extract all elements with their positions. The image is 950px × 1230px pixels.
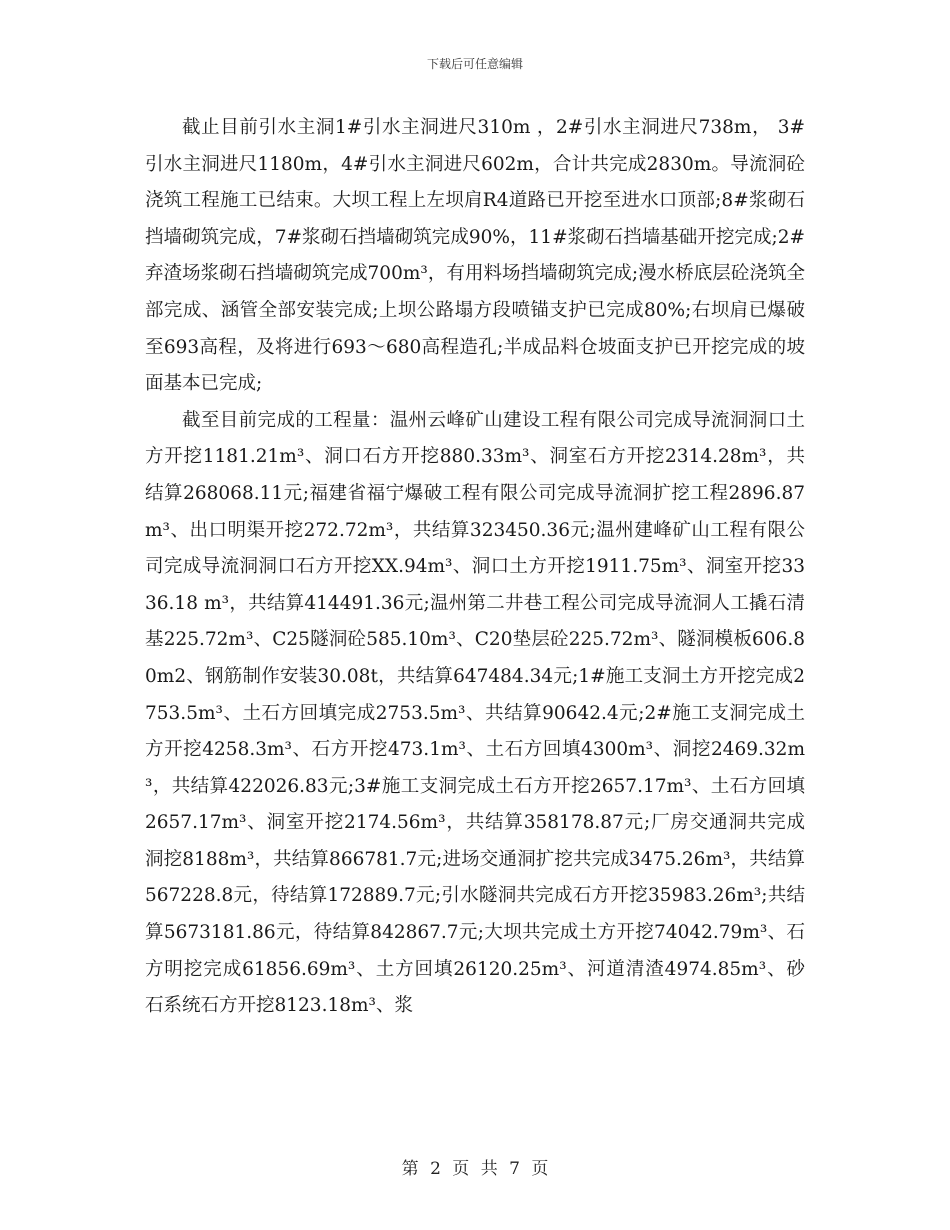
page-header: 下载后可任意编辑 xyxy=(426,57,523,71)
document-body xyxy=(145,110,805,1025)
paragraph-progress-summary: 截止目前引水主洞1#引水主洞进尺310m ，2#引水主洞进尺738m， 3#引水主洞进尺1180m，4#引水主洞进尺602m，合计共完成2830m。导流洞砼浇筑工程施工已结束。大坝工程上左坝肩R4道路已开挖至进水口顶部;8#浆砌石挡墙砌筑完成，7#浆砌石挡墙砌筑完成90%，11#浆砌石挡墙基础开挖完成;2#弃渣场浆砌石挡墙砌筑完成700m³，有用料场挡墙砌筑完成;漫水桥底层砼浇筑全部完成、涵管全部安装完成;上坝公路塌方段喷锚支护已完成80%;右坝肩已爆破至693高程，及将进行693～680高程造孔;半成品料仓坡面支护已开挖完成的坡面基本已完成; xyxy=(145,117,805,395)
paragraph-completed-quantities: 截至目前完成的工程量：温州云峰矿山建设工程有限公司完成导流洞洞口土方开挖1181.21m³、洞口石方开挖880.33m³、洞室石方开挖2314.28m³，共结算268068.11元;福建省福宁爆破工程有限公司完成导流洞扩挖工程2896.87m³、出口明渠开挖272.72m³，共结算323450.36元;温州建峰矿山工程有限公司完成导流洞洞口石方开挖XX.94m³、洞口土方开挖1911.75m³、洞室开挖3336.18 m³，共结算414491.36元;温州第二井巷工程公司完成导流洞人工撬石清基225.72m³、C25隧洞砼585.10m³、C20垫层砼225.72m³、隧洞模板606.80m2、钢筋制作安装30.08t，共结算647484.34元;1#施工支洞土方开挖完成2753.5m³、土石方回填完成2753.5m³、共结算90642.4元;2#施工支洞完成土方开挖4258.3m³、石方开挖473.1m³、土石方回填4300m³、洞挖2469.32m³，共结算422026.83元;3#施工支洞完成土石方开挖2657.17m³、土石方回填2657.17m³、洞室开挖2174.56m³，共结算358178.87元;厂房交通洞共完成洞挖8188m³，共结算866781.7元;进场交通洞扩挖共完成3475.26m³，共结算567228.8元，待结算172889.7元;引水隧洞共完成石方开挖35983.26m³;共结算5673181.86元，待结算842867.7元;大坝共完成土方开挖74042.79m³、石方明挖完成61856.69m³、土方回填26120.25m³、河道清渣4974.85m³、砂石系统石方开挖8123.18m³、浆 xyxy=(145,409,805,1017)
page-number-footer: 第 2 页 共 7 页 xyxy=(401,1159,549,1179)
